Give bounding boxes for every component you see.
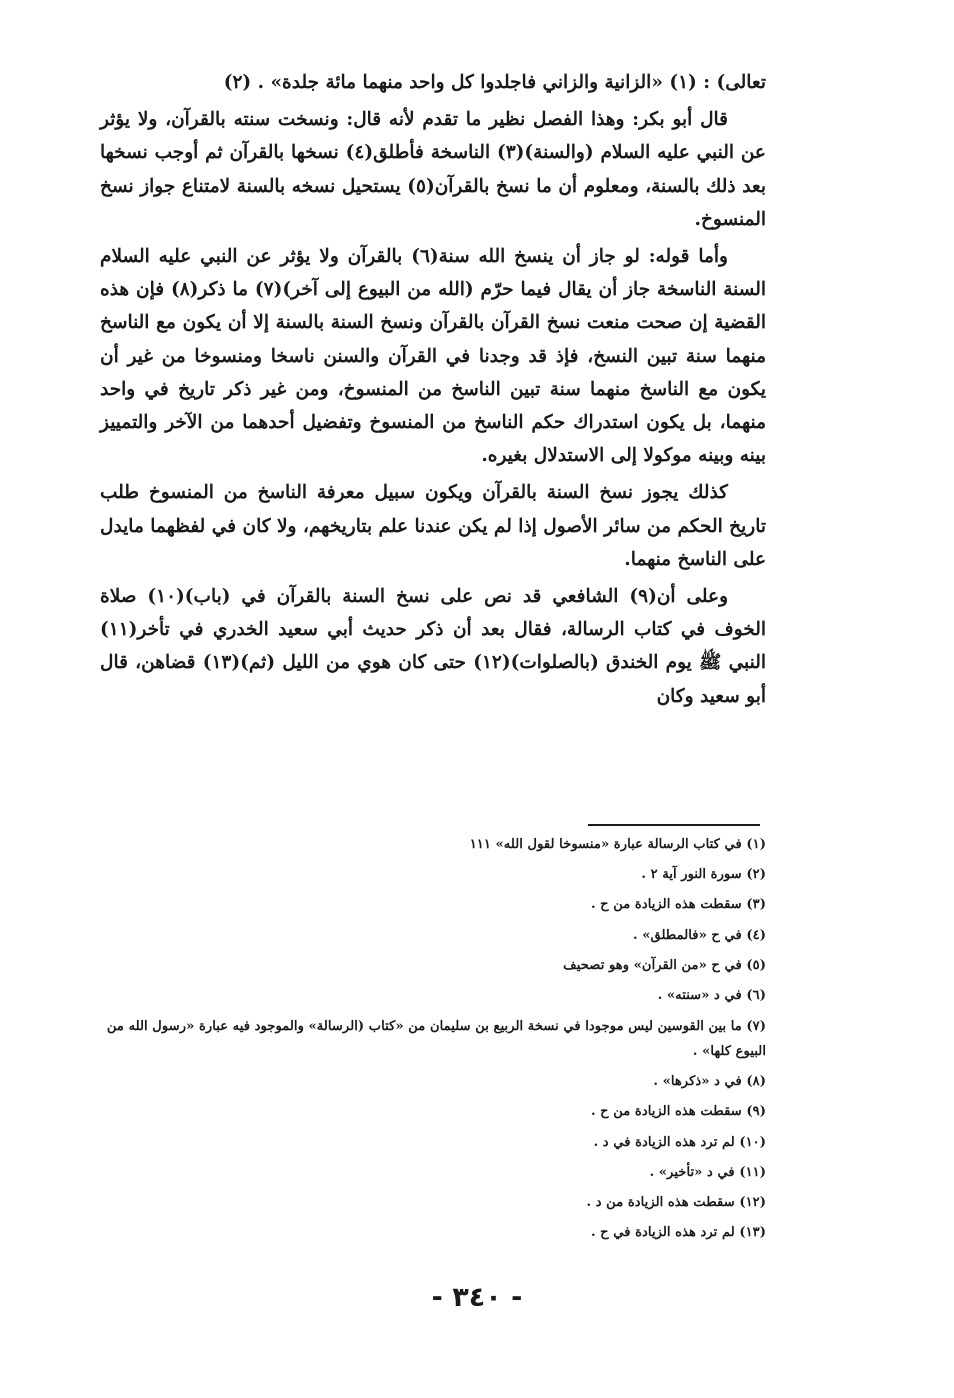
footnote-9: (٩) سقطت هذه الزيادة من ح . [590, 1104, 766, 1120]
footnote-13: (١٣) لم ترد هذه الزيادة في ح . [590, 1225, 766, 1241]
paragraph-5: وعلى أن(٩) الشافعي قد نص على نسخ السنة بالقرآن في (باب)(١٠) صلاة الخوف في كتاب الرسالة، فقال بعد أن ذكر حديث أبي سعيد الخدري في تأخر(١١) النبي ﷺ يوم الخندق (بالصلوات)(١٢) حتى كان هوي من الليل (ثم)(١٣) قضاهن، قال أبو سعيد وكان [100, 586, 766, 707]
paragraph-4: كذلك يجوز نسخ السنة بالقرآن ويكون سبيل معرفة الناسخ من المنسوخ طلب تاريخ الحكم من سائر الأصول إذا لم يكن عندنا علم بتاريخهم، ولا كان في لفظهما مايدل على الناسخ منهما. [100, 482, 766, 570]
footnote-4: (٤) في ح «فالمطلق» . [633, 927, 766, 943]
paragraph-1: تعالى) : (١) «الزانية والزاني فاجلدوا كل واحد منهما مائة جلدة» . (٢) [223, 72, 766, 93]
footnote-10: (١٠) لم ترد هذه الزيادة في د . [593, 1134, 766, 1150]
footnote-1: (١) في كتاب الرسالة عبارة «منسوخا لقول الله» ١١١ [469, 837, 766, 852]
footnote-7: (٧) ما بين القوسين ليس موجودا في نسخة الربيع بن سليمان من «كتاب (الرسالة» والموجود فيه عبارة «رسول الله من البيوع كلها» . [106, 1019, 766, 1060]
footnote-8: (٨) في د «ذكرها» . [653, 1074, 766, 1090]
footnote-11: (١١) في د «تأخير» . [649, 1164, 766, 1180]
page-number: - ٣٤٠ - [431, 1282, 523, 1313]
footnote-3: (٣) سقطت هذه الزيادة من ح . [590, 897, 766, 913]
footnotes-list [100, 830, 766, 1248]
footnote-2: (٢) سورة النور آية ٢ . [641, 867, 766, 883]
main-text [100, 66, 766, 717]
paragraph-2: قال أبو بكر: وهذا الفصل نظير ما تقدم لأنه قال: ونسخت سنته بالقرآن، ولا يؤثر عن النبي عليه السلام (والسنة)(٣) الناسخة فأطلق(٤) نسخها بالقرآن ثم أوجب نسخها بعد ذلك بالسنة، ومعلوم أن ما نسخ بالقرآن(٥) يستحيل نسخه بالسنة لامتناع جواز نسخ المنسوخ. [100, 109, 766, 230]
footnote-divider [588, 824, 760, 826]
footnote-5: (٥) في ح «من القرآن» وهو تصحيف [563, 957, 766, 973]
footnote-6: (٦) في د «سنته» . [657, 988, 766, 1004]
paragraph-3: وأما قوله: لو جاز أن ينسخ الله سنة(٦) بالقرآن ولا يؤثر عن النبي عليه السلام السنة الناسخة جاز أن يقال فيما حرّم (الله من البيوع إلى آخر)(٧) ما ذكر(٨) فإن هذه القضية إن صحت منعت نسخ القرآن بالقرآن ونسخ السنة بالسنة إلا أن يكون مع الناسخ منهما سنة تبين النسخ، فإذ قد وجدنا في القرآن والسنن ناسخا ومنسوخا من غير أن يكون مع الناسخ منهما سنة تبين الناسخ من المنسوخ، ومن غير ذكر تاريخ في واحد منهما، بل يكون استدراك حكم الناسخ من المنسوخ وتفضيل أحدهما من الآخر والتمييز بينه وبينه موكولا إلى الاستدلال بغيره. [100, 246, 766, 467]
footnote-12: (١٢) سقطت هذه الزيادة من د . [586, 1195, 766, 1211]
